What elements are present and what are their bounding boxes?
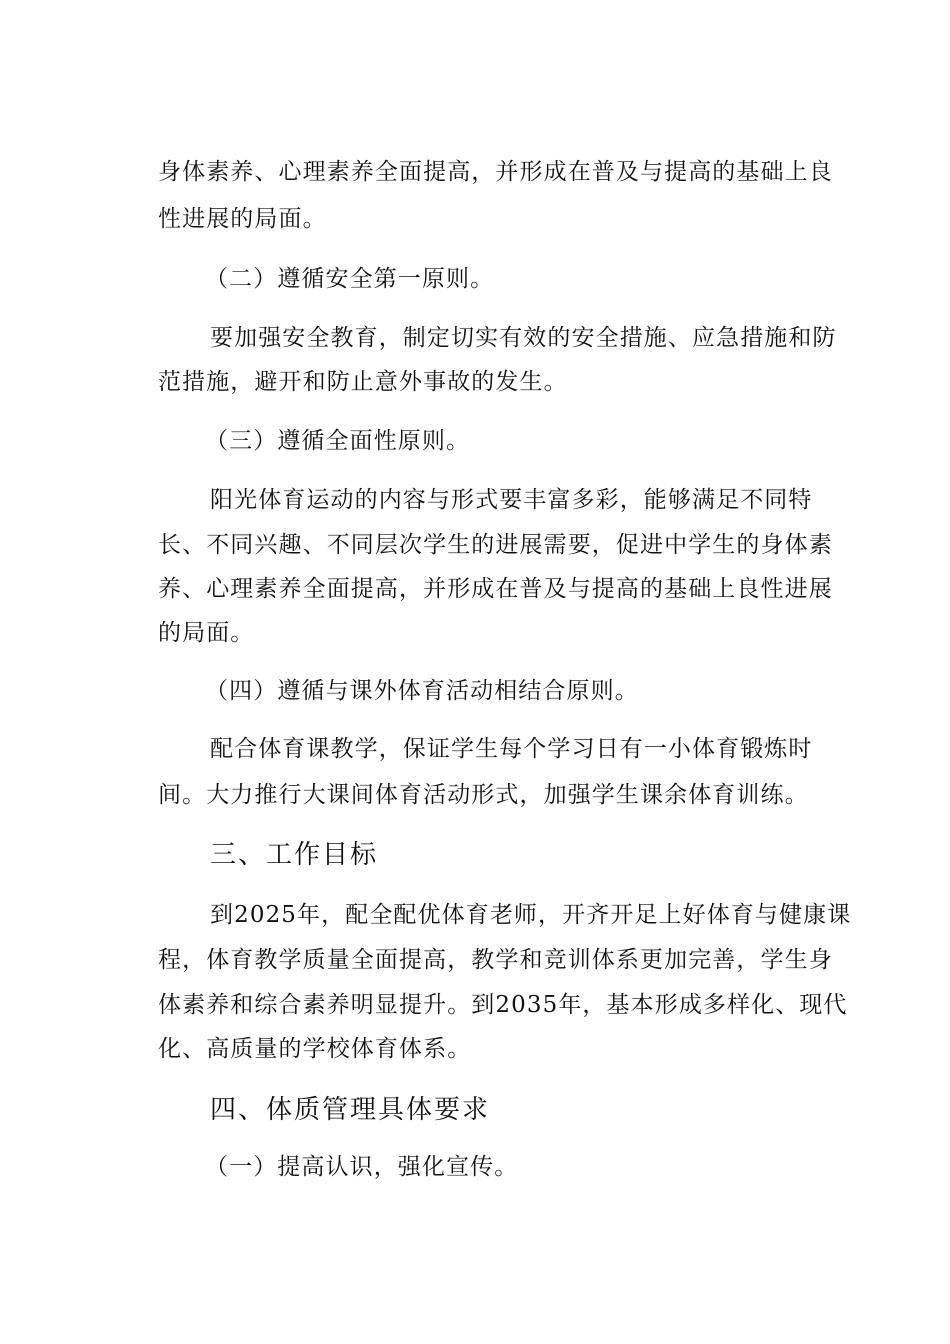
body-text-line: 间。大力推行大课间体育活动形式，加强学生课余体育训练。 xyxy=(158,782,809,808)
subsection-heading: （一）提高认识，强化宣传。 xyxy=(205,1154,519,1180)
body-text-line: 性进展的局面。 xyxy=(158,206,327,232)
body-text-line: 长、不同兴趣、不同层次学生的进展需要，促进中学生的身体素 xyxy=(158,532,833,558)
body-text-line: 配合体育课教学，保证学生每个学习日有一小体育锻炼时 xyxy=(210,736,813,762)
body-text-line: 的局面。 xyxy=(158,620,255,646)
body-text-line: 身体素养、心理素养全面提高，并形成在普及与提高的基础上良 xyxy=(158,159,833,185)
subsection-heading: （三）遵循全面性原则。 xyxy=(205,428,471,454)
section-heading: 四、体质管理具体要求 xyxy=(210,1095,491,1125)
section-heading: 三、工作目标 xyxy=(210,840,379,870)
body-text-line: 范措施，避开和防止意外事故的发生。 xyxy=(158,369,568,395)
body-text-line: 程，体育教学质量全面提高，教学和竞训体系更加完善，学生身 xyxy=(158,947,833,973)
body-text-line: 要加强安全教育，制定切实有效的安全措施、应急措施和防 xyxy=(210,325,837,351)
subsection-heading: （四）遵循与课外体育活动相结合原则。 xyxy=(205,678,639,704)
body-text-line: 体素养和综合素养明显提升。到2035年，基本形成多样化、现代 xyxy=(158,992,848,1018)
body-text-line: 化、高质量的学校体育体系。 xyxy=(158,1036,472,1062)
body-text-line: 阳光体育运动的内容与形式要丰富多彩，能够满足不同特 xyxy=(210,487,813,513)
body-text-line: 养、心理素养全面提高，并形成在普及与提高的基础上良性进展 xyxy=(158,576,833,602)
subsection-heading: （二）遵循安全第一原则。 xyxy=(205,266,495,292)
body-text-line: 到2025年，配全配优体育老师，开齐开足上好体育与健康课 xyxy=(210,902,852,928)
